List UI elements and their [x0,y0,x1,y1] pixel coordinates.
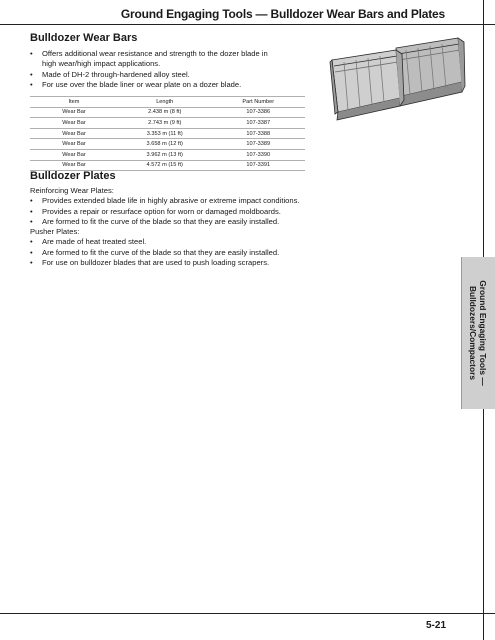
side-tab-line1: Ground Engaging Tools — [478,280,488,386]
list-item: • For use over the blade liner or wear plate on a dozer blade. [30,80,282,90]
list-item: • Offers additional wear resistance and strength to the dozer blade in high wear/high impact applications. [30,49,282,70]
side-tab-label [468,280,488,385]
table-cell: 4.572 m (15 ft) [118,160,212,171]
pusher-label: Pusher Plates: [30,227,80,237]
reinforcing-bullets [30,196,360,227]
plates-body [30,186,360,268]
list-item: • Are made of heat treated steel. [30,237,360,247]
table-cell: 107-3391 [212,160,306,171]
wear-bar-blade-photo-icon [326,30,466,122]
table-cell: 3.353 m (11 ft) [118,128,212,139]
table-cell: Wear Bar [30,149,118,160]
table-row [30,118,305,129]
table-cell: 2.743 m (9 ft) [118,118,212,129]
list-item: • Are formed to fit the curve of the blade so that they are easily installed. [30,217,360,227]
table-cell: 107-3389 [212,139,306,150]
page-title: Ground Engaging Tools — Bulldozer Wear Bars and Plates [120,7,445,21]
table-cell: 107-3388 [212,128,306,139]
plates-heading: Bulldozer Plates [30,170,116,182]
table-row [30,128,305,139]
table-cell: Wear Bar [30,139,118,150]
wear-bars-heading: Bulldozer Wear Bars [30,32,138,44]
side-tab-line2: Bulldozers/Compactors [468,285,478,381]
table-row [30,107,305,118]
wear-bars-bullets [30,49,282,90]
header-rule [0,24,495,25]
table-header-row [30,97,305,108]
column-header: Item [30,97,118,108]
table-cell: 107-3387 [212,118,306,129]
table-row [30,139,305,150]
list-item: • Made of DH-2 through-hardened alloy steel. [30,70,282,80]
table-cell: Wear Bar [30,118,118,129]
list-item: • Provides extended blade life in highly abrasive or extreme impact conditions. [30,196,360,206]
wear-bars-table [30,96,305,171]
reinforcing-label: Reinforcing Wear Plates: [30,186,114,195]
table-cell: 3.658 m (12 ft) [118,139,212,150]
table-cell: Wear Bar [30,128,118,139]
list-item: • Provides a repair or resurface option for worn or damaged moldboards. [30,207,360,217]
pusher-bullets [30,237,360,268]
column-header: Length [118,97,212,108]
column-header: Part Number [212,97,306,108]
table-cell: 2.438 m (8 ft) [118,107,212,118]
table-cell: Wear Bar [30,107,118,118]
footer-rule [0,613,495,614]
list-item: • For use on bulldozer blades that are used to push loading scrapers. [30,258,360,268]
table-cell: 107-3386 [212,107,306,118]
table-cell: 3.962 m (13 ft) [118,149,212,160]
table-cell: Wear Bar [30,160,118,171]
page-number: 5-21 [425,620,446,631]
table-row [30,149,305,160]
section-side-tab [461,257,495,409]
table-cell: 107-3390 [212,149,306,160]
list-item: • Are formed to fit the curve of the blade so that they are easily installed. [30,248,360,258]
